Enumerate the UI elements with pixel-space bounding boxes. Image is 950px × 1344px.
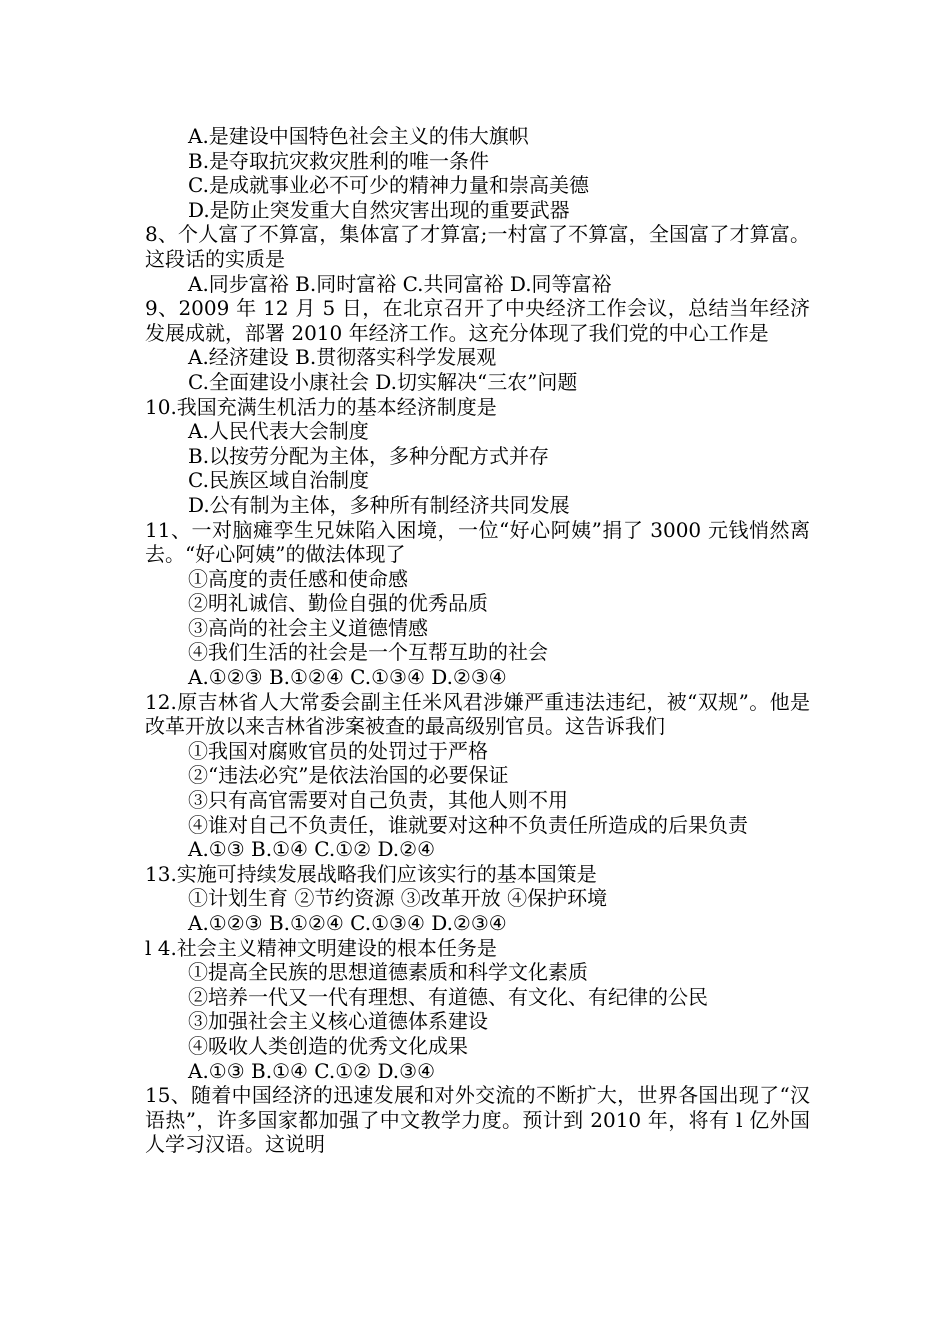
answer-option: A.同步富裕 B.同时富裕 C.共同富裕 D.同等富裕 — [188, 271, 612, 296]
answer-option: ②“违法必究”是依法治国的必要保证 — [188, 763, 509, 788]
answer-option: A.①②③ B.①②④ C.①③④ D.②③④ — [188, 911, 507, 935]
exam-content — [145, 124, 810, 1157]
answer-option: B.是夺取抗灾救灾胜利的唯一条件 — [188, 148, 490, 173]
answer-option: B.以按劳分配为主体，多种分配方式并存 — [188, 443, 550, 468]
answer-option: ④吸收人类创造的优秀文化成果 — [188, 1033, 468, 1058]
answer-option: ①提高全民族的思想道德素质和科学文化素质 — [188, 960, 588, 985]
answer-option: ③只有高官需要对自己负责，其他人则不用 — [188, 788, 568, 813]
answer-option: A.是建设中国特色社会主义的伟大旗帜 — [188, 124, 529, 148]
answer-option: A.人民代表大会制度 — [188, 419, 369, 444]
answer-option: A.经济建设 B.贯彻落实科学发展观 — [188, 345, 497, 370]
question-stem: 15、随着中国经济的迅速发展和对外交流的不断扩大，世界各国出现了“汉语热”，许多国家都加强了中文教学力度。预计到 2010 年，将有 l 亿外国人学习汉语。这说明 — [145, 1083, 810, 1157]
answer-option: ①我国对腐败官员的处罚过于严格 — [188, 738, 488, 763]
answer-option: A.①②③ B.①②④ C.①③④ D.②③④ — [188, 665, 507, 690]
answer-option: D.公有制为主体，多种所有制经济共同发展 — [188, 492, 570, 517]
answer-option: C.民族区域自治制度 — [188, 468, 369, 493]
question-stem: l 4.社会主义精神文明建设的根本任务是 — [145, 935, 497, 960]
question-stem: 8、个人富了不算富，集体富了才算富;一村富了不算富，全国富了才算富。这段话的实质是 — [145, 222, 810, 271]
question-stem: 13.实施可持续发展战略我们应该实行的基本国策是 — [145, 861, 597, 886]
answer-option: ①计划生育 ②节约资源 ③改革开放 ④保护环境 — [188, 886, 608, 911]
question-stem: 11、一对脑瘫孪生兄妹陷入困境，一位“好心阿姨”捐了 3000 元钱悄然离去。“好心阿姨”的做法体现了 — [145, 517, 810, 567]
question-stem: 12.原吉林省人大常委会副主任米风君涉嫌严重违法违纪，被“双规”。他是改革开放以来吉林省涉案被查的最高级别官员。这告诉我们 — [145, 689, 810, 739]
answer-option: A.①③ B.①④ C.①② D.②④ — [188, 837, 435, 862]
answer-option: ②培养一代又一代有理想、有道德、有文化、有纪律的公民 — [188, 984, 708, 1009]
answer-option: A.①③ B.①④ C.①② D.③④ — [188, 1058, 435, 1083]
answer-option: ③加强社会主义核心道德体系建设 — [188, 1009, 488, 1034]
answer-option: ④谁对自己不负责任，谁就要对这种不负责任所造成的后果负责 — [188, 812, 748, 837]
question-stem: 10.我国充满生机活力的基本经济制度是 — [145, 394, 497, 419]
answer-option: D.是防止突发重大自然灾害出现的重要武器 — [188, 197, 570, 222]
answer-option: C.是成就事业必不可少的精神力量和崇高美德 — [188, 173, 589, 198]
answer-option: ③高尚的社会主义道德情感 — [188, 615, 428, 640]
answer-option: ②明礼诚信、勤俭自强的优秀品质 — [188, 591, 488, 616]
answer-option: ①高度的责任感和使命感 — [188, 566, 408, 591]
question-stem: 9、2009 年 12 月 5 日，在北京召开了中央经济工作会议，总结当年经济发展成就，部署 2010 年经济工作。这充分体现了我们党的中心工作是 — [145, 296, 810, 345]
answer-option: ④我们生活的社会是一个互帮互助的社会 — [188, 640, 548, 665]
answer-option: C.全面建设小康社会 D.切实解决“三农”问题 — [188, 369, 578, 394]
